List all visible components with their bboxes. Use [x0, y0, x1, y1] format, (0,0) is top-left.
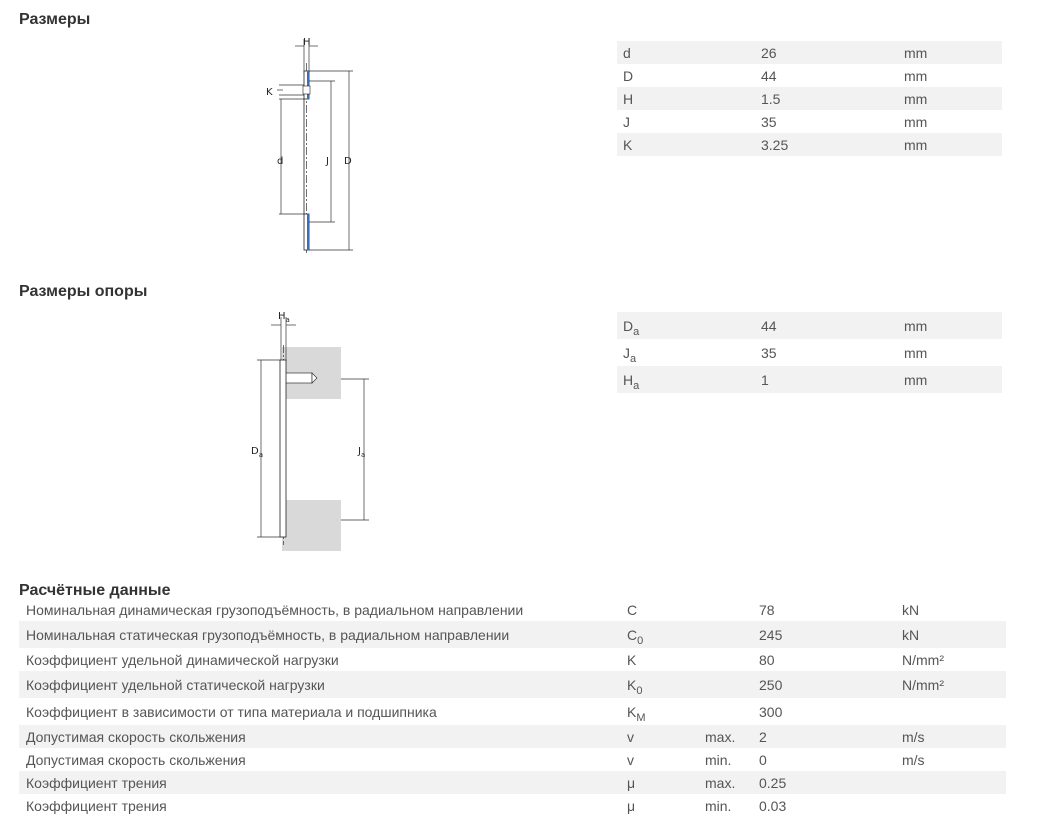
dimensions-table — [617, 41, 1002, 156]
symbol-cell — [627, 794, 705, 817]
abutment-table — [617, 312, 1002, 393]
qualifier — [705, 598, 759, 621]
unit: mm — [904, 87, 1002, 110]
table-row — [617, 110, 1002, 133]
symbol: C — [627, 601, 638, 618]
qualifier — [705, 698, 759, 725]
unit: mm — [904, 312, 1002, 339]
symbol: d — [617, 41, 761, 64]
value: 0.25 — [759, 771, 902, 794]
label-d: d — [277, 156, 284, 167]
value: 80 — [759, 651, 775, 668]
label-D: D — [344, 156, 352, 167]
section-title-calc: Расчётные данные — [19, 582, 171, 599]
table-row — [19, 648, 1006, 671]
symbol: C — [627, 626, 638, 643]
parameter-name: Допустимая скорость скольжения — [19, 725, 627, 748]
symbol-subscript: a — [633, 379, 640, 392]
unit — [902, 771, 1006, 794]
symbol-subscript: 0 — [637, 634, 644, 647]
unit: kN — [902, 621, 1006, 648]
label-Da: $D_a$ — [251, 446, 263, 459]
symbol: K — [617, 133, 761, 156]
unit: m/s — [902, 725, 1006, 748]
symbol: J — [623, 344, 630, 361]
parameter-name: Коэффициент удельной динамической нагрузки — [26, 651, 339, 668]
qualifier: min. — [705, 797, 732, 814]
unit: mm — [904, 113, 928, 130]
symbol-subscript: a — [630, 352, 637, 365]
table-row — [19, 794, 1006, 817]
label-K: K — [266, 87, 273, 98]
parameter-name: Коэффициент в зависимости от типа материала и подшипника — [26, 703, 437, 720]
parameter-name: Номинальная динамическая грузоподъёмность, в радиальном направлении — [26, 601, 524, 618]
value: 35 — [761, 113, 777, 130]
symbol-cell — [617, 312, 761, 339]
unit: N/mm² — [902, 671, 1006, 698]
qualifier — [705, 671, 759, 698]
value: 78 — [759, 601, 775, 618]
section-title-abutment: Размеры опоры — [19, 283, 148, 300]
parameter-name: Коэффициент удельной статической нагрузки — [19, 671, 627, 698]
symbol: μ — [627, 774, 636, 791]
value: 0 — [759, 751, 767, 768]
symbol: v — [627, 728, 634, 745]
section-title-dimensions: Размеры — [19, 11, 91, 28]
symbol-subscript: a — [633, 325, 640, 338]
value: 44 — [761, 67, 777, 84]
value: 245 — [759, 621, 902, 648]
washer-dimension-drawing — [255, 33, 370, 258]
value: 300 — [759, 703, 783, 720]
value: 26 — [761, 41, 904, 64]
table-row — [19, 671, 1006, 698]
symbol: H — [617, 87, 761, 110]
qualifier: max. — [705, 771, 759, 794]
symbol: D — [623, 317, 634, 334]
symbol: v — [627, 751, 634, 768]
value: 35 — [761, 344, 777, 361]
table-row — [19, 621, 1006, 648]
table-row — [19, 771, 1006, 794]
symbol-cell — [627, 598, 705, 621]
unit: mm — [904, 344, 928, 361]
table-row — [19, 748, 1006, 771]
symbol-cell — [627, 771, 705, 794]
table-row — [617, 64, 1002, 87]
unit: mm — [904, 133, 1002, 156]
unit: kN — [902, 601, 920, 618]
value: 0.03 — [759, 797, 787, 814]
table-row — [19, 698, 1006, 725]
symbol-cell — [627, 748, 705, 771]
table-row — [19, 725, 1006, 748]
label-Ja: $J_a$ — [358, 446, 366, 459]
symbol-cell — [627, 621, 705, 648]
label-Ha: $H_a$ — [278, 311, 290, 324]
table-row — [617, 339, 1002, 366]
symbol: μ — [627, 797, 636, 814]
table-row — [617, 133, 1002, 156]
unit: mm — [904, 41, 1002, 64]
table-row — [617, 87, 1002, 110]
unit: N/mm² — [902, 651, 944, 668]
unit — [902, 698, 1006, 725]
label-J: J — [326, 156, 329, 167]
value: 1.5 — [761, 87, 904, 110]
symbol: K — [627, 703, 637, 720]
symbol: K — [627, 651, 637, 668]
qualifier — [705, 648, 759, 671]
abutment-dimension-drawing — [245, 305, 375, 555]
table-row — [617, 366, 1002, 393]
qualifier — [705, 621, 759, 648]
symbol: J — [623, 113, 630, 130]
value: 1 — [761, 366, 904, 393]
label-H: H — [303, 37, 311, 48]
unit: m/s — [902, 751, 925, 768]
unit: mm — [904, 366, 1002, 393]
table-row — [617, 312, 1002, 339]
value: 2 — [759, 725, 902, 748]
symbol: D — [623, 67, 634, 84]
qualifier: min. — [705, 751, 732, 768]
unit: mm — [904, 67, 928, 84]
symbol-cell — [627, 698, 705, 725]
symbol: H — [623, 371, 634, 388]
value: 3.25 — [761, 133, 904, 156]
parameter-name: Допустимая скорость скольжения — [26, 751, 246, 768]
table-row — [19, 598, 1006, 621]
parameter-name: Коэффициент трения — [19, 771, 627, 794]
qualifier: max. — [705, 725, 759, 748]
table-row — [617, 41, 1002, 64]
symbol-subscript: M — [636, 711, 646, 724]
parameter-name: Номинальная статическая грузоподъёмность, в радиальном направлении — [19, 621, 627, 648]
parameter-name: Коэффициент трения — [26, 797, 167, 814]
symbol-cell — [627, 725, 705, 748]
unit — [902, 794, 1006, 817]
symbol-cell — [627, 648, 705, 671]
value: 44 — [761, 312, 904, 339]
symbol-subscript: 0 — [636, 684, 643, 697]
value: 250 — [759, 671, 902, 698]
symbol-cell — [617, 339, 761, 366]
symbol: K — [627, 676, 637, 693]
symbol-cell — [617, 366, 761, 393]
symbol-cell — [627, 671, 705, 698]
calc-table — [19, 598, 1006, 817]
